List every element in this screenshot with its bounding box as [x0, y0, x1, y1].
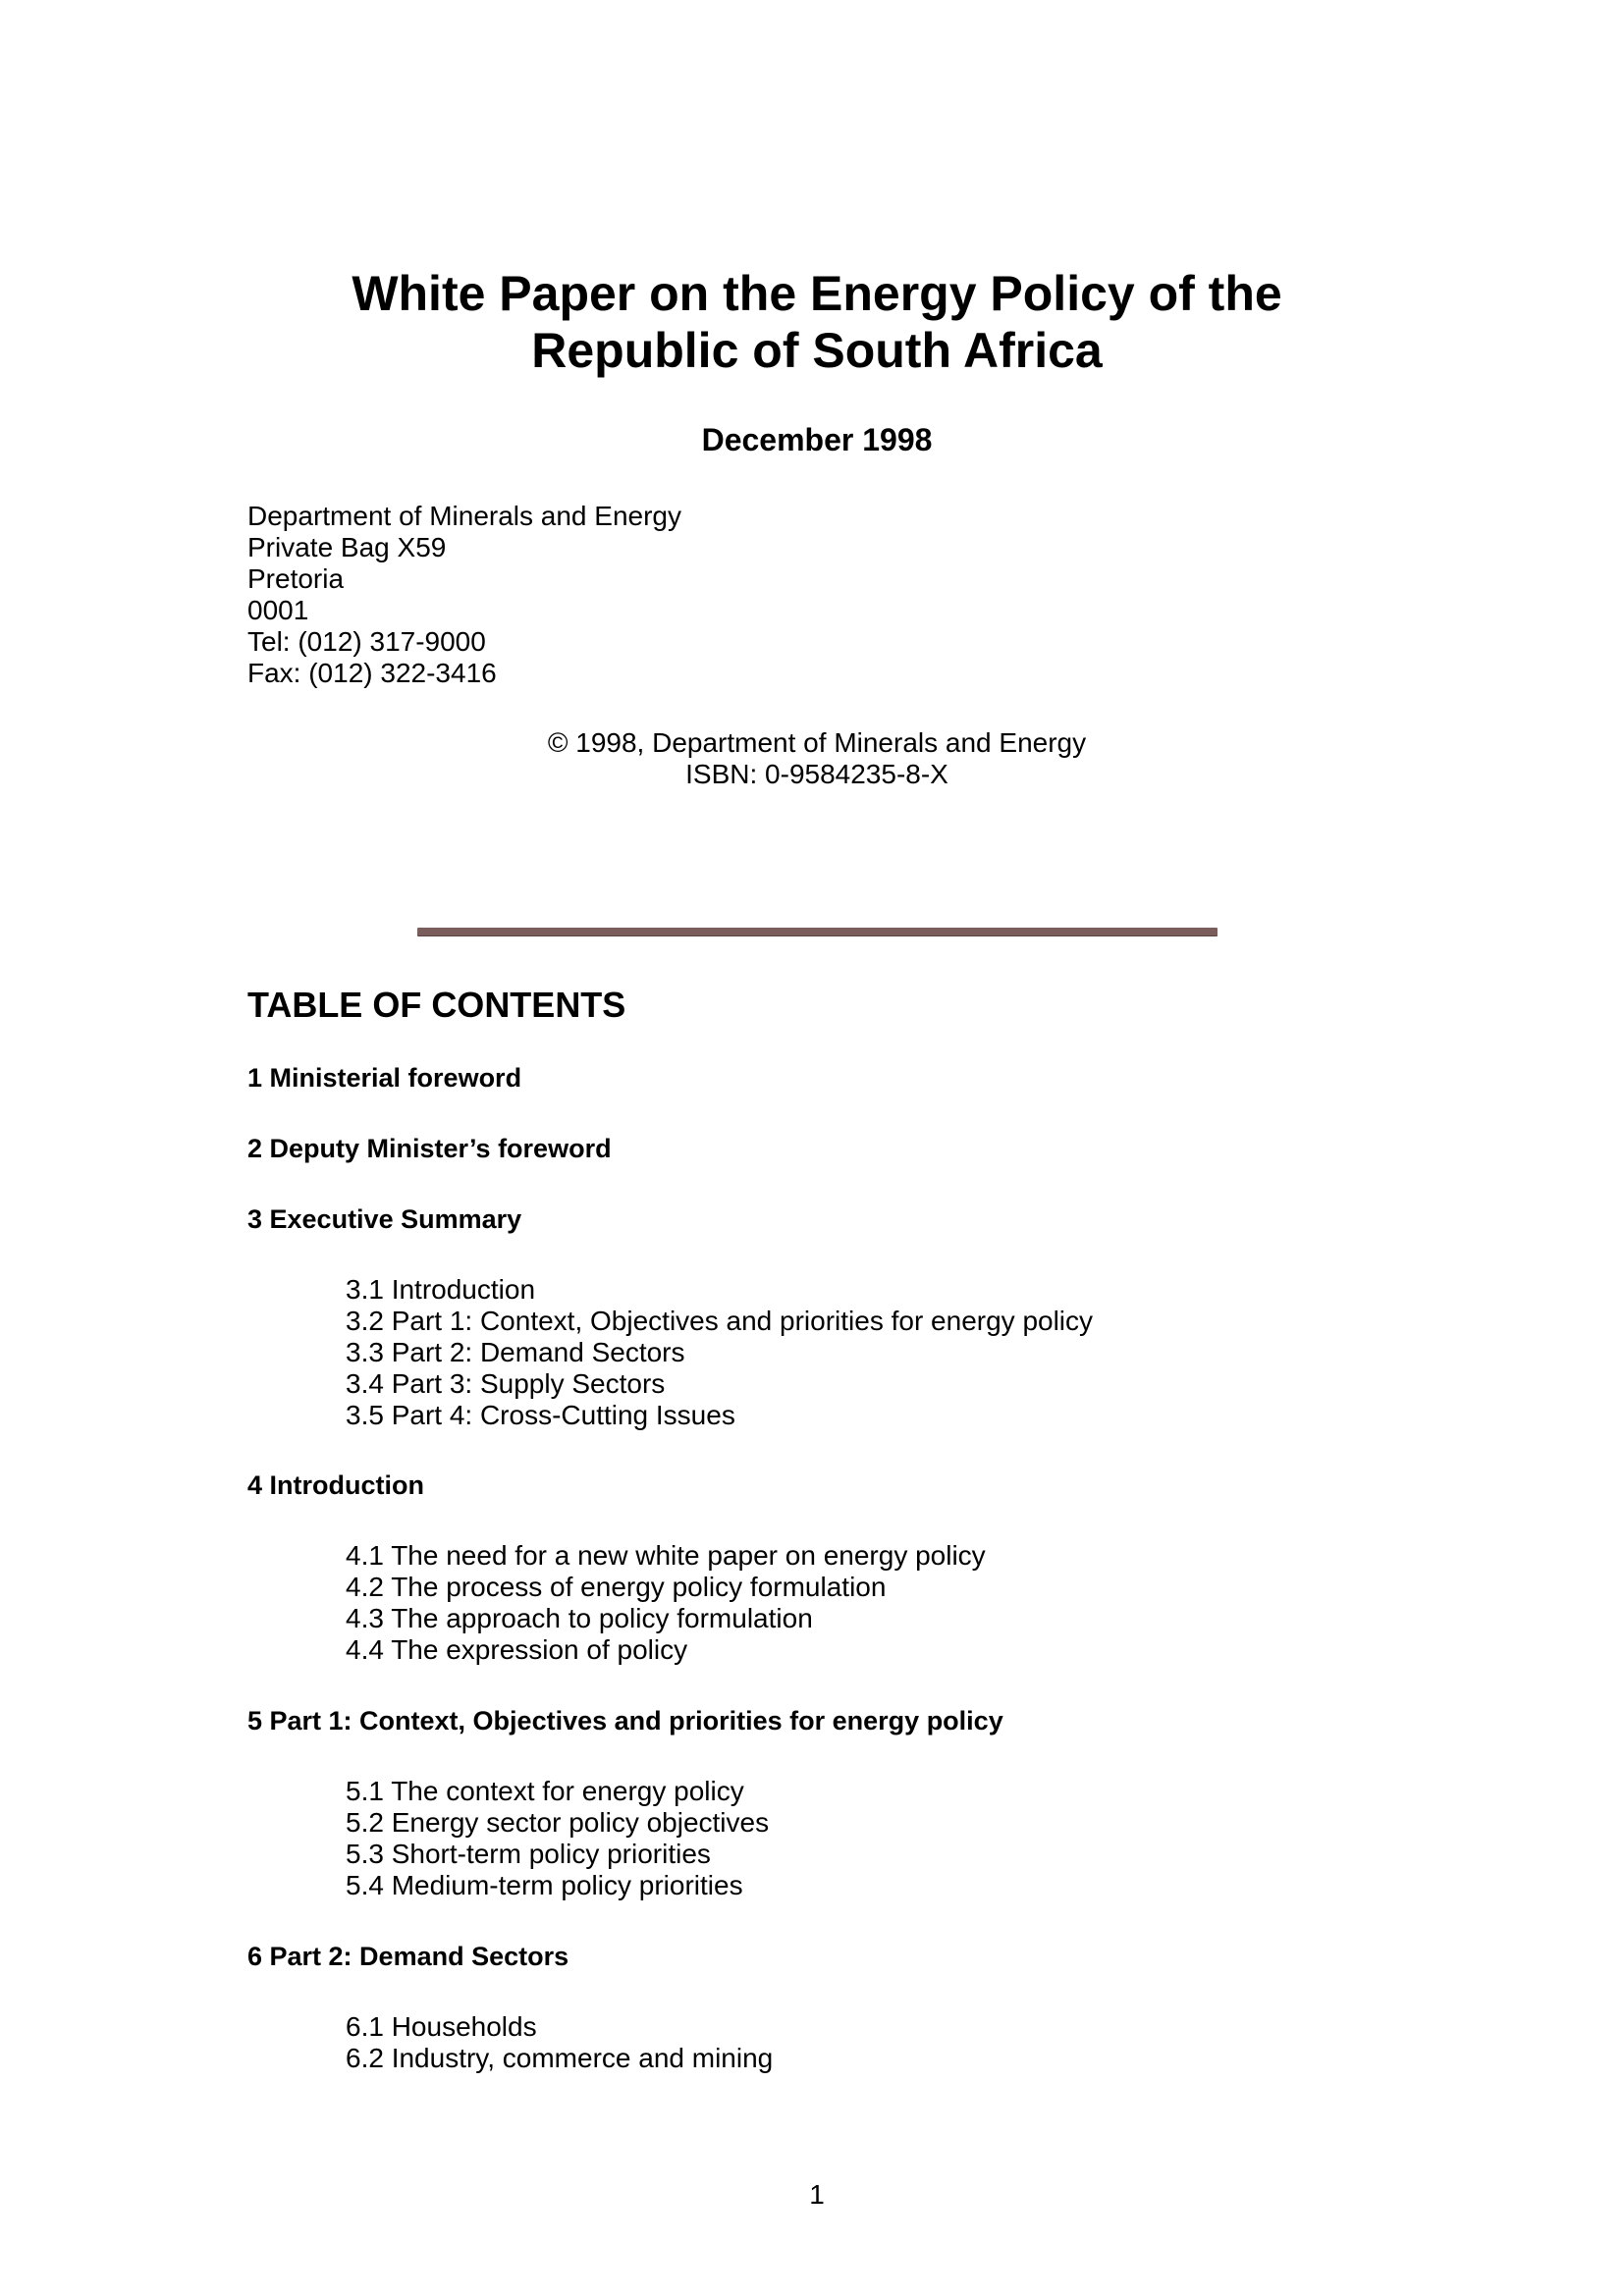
document-date: December 1998	[701, 422, 933, 457]
title-line-2: Republic of South Africa	[531, 323, 1103, 378]
address-fax: Fax: (012) 322-3416	[247, 658, 497, 688]
toc-subsection-3-1[interactable]: 3.1 Introduction	[346, 1274, 536, 1305]
title-line-1: White Paper on the Energy Policy of the	[352, 266, 1282, 321]
toc-subsection-3-3[interactable]: 3.3 Part 2: Demand Sectors	[346, 1337, 685, 1367]
copyright-notice: © 1998, Department of Minerals and Energy	[547, 727, 1087, 758]
address-line-bag: Private Bag X59	[247, 532, 447, 562]
toc-subsection-5-3[interactable]: 5.3 Short-term policy priorities	[346, 1839, 711, 1869]
toc-subsection-3-2[interactable]: 3.2 Part 1: Context, Objectives and priorities for energy policy	[346, 1306, 1094, 1336]
toc-section-4[interactable]: 4 Introduction	[247, 1470, 424, 1500]
horizontal-divider	[417, 928, 1218, 935]
toc-subsection-list-5	[346, 1776, 769, 1901]
toc-heading: TABLE OF CONTENTS	[247, 985, 626, 1025]
address-line-department: Department of Minerals and Energy	[247, 501, 681, 531]
toc-subsection-5-4[interactable]: 5.4 Medium-term policy priorities	[346, 1870, 743, 1900]
address-line-postcode: 0001	[247, 595, 309, 625]
isbn: ISBN: 0-9584235-8-X	[685, 759, 948, 789]
toc-subsection-list-3	[346, 1274, 1093, 1431]
address-line-city: Pretoria	[247, 563, 345, 594]
toc-subsection-3-5[interactable]: 3.5 Part 4: Cross-Cutting Issues	[346, 1400, 735, 1430]
toc-subsection-4-4[interactable]: 4.4 The expression of policy	[346, 1634, 688, 1665]
toc-section-2[interactable]: 2 Deputy Minister’s foreword	[247, 1134, 612, 1163]
toc-subsection-4-2[interactable]: 4.2 The process of energy policy formulation	[346, 1572, 887, 1602]
address-telephone: Tel: (012) 317-9000	[247, 626, 486, 657]
toc-section-6[interactable]: 6 Part 2: Demand Sectors	[247, 1942, 569, 1971]
page-number: 1	[809, 2179, 825, 2210]
address-block	[247, 501, 681, 689]
copyright-block	[0, 727, 1624, 790]
toc-subsection-6-2[interactable]: 6.2 Industry, commerce and mining	[346, 2043, 774, 2073]
toc-subsection-4-1[interactable]: 4.1 The need for a new white paper on energy policy	[346, 1540, 986, 1571]
document-title	[0, 265, 1624, 379]
toc-subsection-5-2[interactable]: 5.2 Energy sector policy objectives	[346, 1807, 770, 1838]
toc-subsection-5-1[interactable]: 5.1 The context for energy policy	[346, 1776, 744, 1806]
toc-subsection-3-4[interactable]: 3.4 Part 3: Supply Sectors	[346, 1368, 666, 1399]
toc-subsection-6-1[interactable]: 6.1 Households	[346, 2011, 537, 2042]
toc-subsection-4-3[interactable]: 4.3 The approach to policy formulation	[346, 1603, 813, 1633]
toc-subsection-list-6	[346, 2011, 773, 2074]
toc-section-3[interactable]: 3 Executive Summary	[247, 1204, 522, 1234]
toc-section-1[interactable]: 1 Ministerial foreword	[247, 1063, 522, 1093]
toc-subsection-list-4	[346, 1540, 986, 1666]
toc-section-5[interactable]: 5 Part 1: Context, Objectives and priorities for energy policy	[247, 1706, 1003, 1735]
